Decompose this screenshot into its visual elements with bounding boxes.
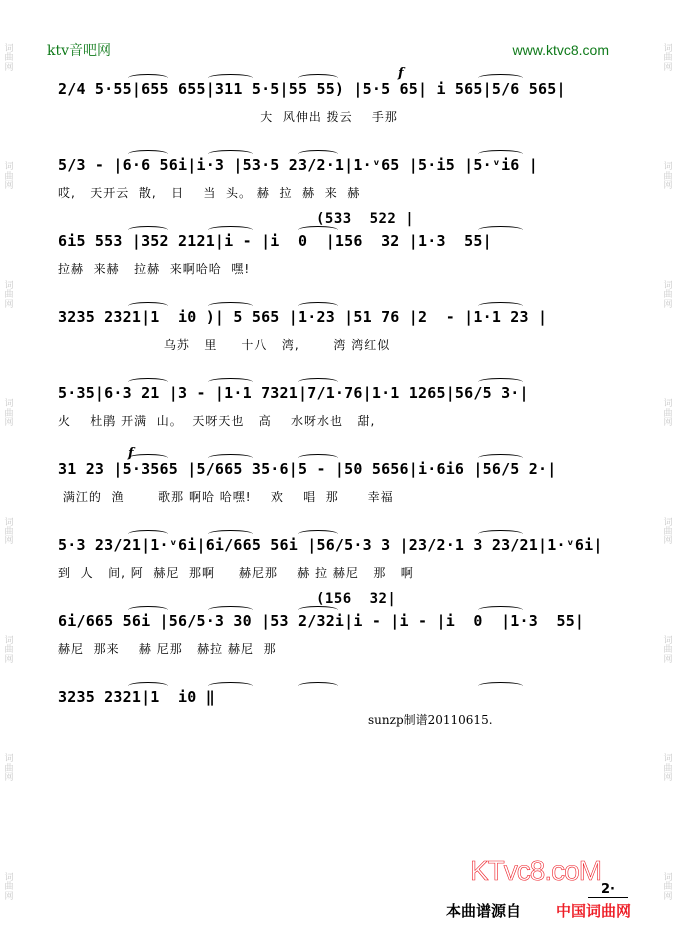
- lyrics-line: 哎, 天开云 散, 日 当 头。 赫 拉 赫 来 赫: [58, 186, 361, 200]
- slur-mark: [478, 530, 523, 538]
- slur-mark: [298, 682, 338, 690]
- slur-mark: [298, 454, 338, 462]
- slur-mark: [208, 454, 253, 462]
- watermark-char: 词: [663, 517, 673, 528]
- watermark-char: 词: [4, 162, 14, 173]
- watermark-char: 网: [663, 181, 673, 192]
- watermark-mark: [663, 163, 672, 191]
- watermark-mark: [4, 163, 13, 191]
- watermark-mark: [663, 282, 672, 310]
- slur-mark: [298, 530, 338, 538]
- slur-mark: [298, 226, 338, 234]
- watermark-mark: [663, 874, 672, 902]
- left-watermark-strip: [2, 0, 16, 947]
- watermark-char: 网: [4, 891, 14, 902]
- dynamic-marking: f: [128, 446, 134, 461]
- watermark-mark: [4, 45, 13, 73]
- notation-line: 5·3 23/21|1·ᵛ6i|6i/665 56i |56/5·3 3 |23/2·1 3 23/21|1·ᵛ6i|: [58, 536, 603, 554]
- watermark-char: 网: [663, 654, 673, 665]
- watermark-char: 网: [663, 62, 673, 73]
- watermark-char: 词: [663, 754, 673, 765]
- watermark-mark: [4, 400, 13, 428]
- watermark-char: 曲: [663, 171, 673, 182]
- watermark-char: 网: [663, 773, 673, 784]
- page-number: 2·: [588, 882, 628, 898]
- watermark-char: 网: [4, 654, 14, 665]
- dynamic-marking: f: [398, 66, 404, 81]
- slur-mark: [298, 606, 338, 614]
- watermark-char: 词: [4, 399, 14, 410]
- score-system: [58, 446, 614, 526]
- watermark-mark: [4, 755, 13, 783]
- slur-mark: [128, 606, 168, 614]
- lyrics-line: 拉赫 来赫 拉赫 来啊哈哈 嘿!: [58, 262, 251, 276]
- slur-mark: [298, 378, 338, 386]
- notation-line: 2/4 5·55|655 655|311 5·5|55 55) |5·5 65| i 565|5/6 565|: [58, 80, 566, 98]
- lyrics-line: 满江的 渔 歌那 啊哈 哈嘿! 欢 唱 那 幸福: [58, 490, 394, 504]
- watermark-char: 网: [4, 62, 14, 73]
- bracket-notes: (156 32|: [316, 591, 397, 607]
- watermark-char: 词: [663, 635, 673, 646]
- score-system: [58, 678, 614, 754]
- site-name-header: ktv音吧网: [47, 43, 112, 59]
- slur-mark: [478, 150, 523, 158]
- watermark-char: 网: [663, 536, 673, 547]
- lyrics-line: 火 杜鹃 开满 山。 天呀天也 高 水呀水也 甜,: [58, 414, 376, 428]
- watermark-mark: [663, 400, 672, 428]
- notation-line: 6i5 553 |352 2121|i - |i 0 |156 32 |1·3 55|: [58, 232, 492, 250]
- slur-mark: [128, 530, 168, 538]
- slur-mark: [128, 226, 168, 234]
- slur-mark: [128, 302, 168, 310]
- watermark-char: 网: [663, 891, 673, 902]
- footer-source-label: 本曲谱源自: [446, 902, 522, 920]
- footer-brand: 中国词曲网: [556, 902, 632, 920]
- watermark-char: 网: [4, 299, 14, 310]
- slur-mark: [478, 606, 523, 614]
- watermark-char: 曲: [4, 526, 14, 537]
- slur-mark: [478, 454, 523, 462]
- watermark-char: 曲: [663, 408, 673, 419]
- slur-mark: [478, 302, 523, 310]
- notation-line: 3235 2321|1 i0 )| 5 565 |1·23 |51 76 |2 - |1·1 23 |: [58, 308, 548, 326]
- notation-line: 31 23 |5·3565 |5/665 35·6|5 - |50 5656|i·6i6 |56/5 2·|: [58, 460, 557, 478]
- notation-line: 5/3 - |6·6 56i|i·3 |53·5 23/2·1|1·ᵛ65 |5·i5 |5·ᵛi6 |: [58, 156, 538, 174]
- watermark-mark: [4, 282, 13, 310]
- slur-mark: [208, 74, 253, 82]
- score-system: [58, 591, 614, 678]
- site-url-header: www.ktvc8.com: [512, 42, 609, 58]
- watermark-char: 曲: [4, 53, 14, 64]
- lyrics-line: 赫尼 那来 赫 尼那 赫拉 赫尼 那: [58, 642, 277, 656]
- notation-line: 3235 2321|1 i0 ‖: [58, 688, 215, 706]
- watermark-char: 词: [4, 872, 14, 883]
- watermark-char: 词: [663, 162, 673, 173]
- watermark-char: 网: [663, 299, 673, 310]
- footer-logo: KTvc8.coM: [470, 855, 602, 886]
- watermark-char: 网: [4, 181, 14, 192]
- slur-mark: [208, 682, 253, 690]
- watermark-mark: [4, 519, 13, 547]
- slur-mark: [208, 302, 253, 310]
- right-watermark-strip: [661, 0, 675, 947]
- watermark-mark: [663, 755, 672, 783]
- watermark-mark: [4, 637, 13, 665]
- bracket-notes: (533 522 |: [316, 211, 415, 227]
- watermark-char: 词: [4, 517, 14, 528]
- slur-mark: [128, 378, 168, 386]
- score-system: [58, 211, 614, 298]
- watermark-char: 词: [4, 754, 14, 765]
- slur-mark: [478, 74, 523, 82]
- lyrics-line: 大 风伸出 拨云 手那: [58, 110, 398, 124]
- notation-line: 5·35|6·3 21 |3 - |1·1 7321|7/1·76|1·1 1265|56/5 3·|: [58, 384, 529, 402]
- watermark-char: 曲: [663, 526, 673, 537]
- watermark-char: 网: [4, 773, 14, 784]
- watermark-char: 词: [663, 399, 673, 410]
- watermark-char: 网: [4, 418, 14, 429]
- score-system: [58, 66, 614, 146]
- lyrics-line: 到 人 间, 阿 赫尼 那啊 赫尼那 赫 拉 赫尼 那 啊: [58, 566, 414, 580]
- watermark-char: 词: [663, 44, 673, 55]
- lyrics-line: 乌苏 里 十八 湾, 湾 湾红似: [58, 338, 391, 352]
- watermark-mark: [663, 45, 672, 73]
- slur-mark: [208, 226, 253, 234]
- watermark-char: 词: [663, 280, 673, 291]
- watermark-mark: [663, 519, 672, 547]
- watermark-char: 词: [4, 280, 14, 291]
- slur-mark: [298, 302, 338, 310]
- slur-mark: [478, 378, 523, 386]
- watermark-char: 曲: [663, 53, 673, 64]
- score-system: [58, 374, 614, 450]
- slur-mark: [208, 606, 253, 614]
- watermark-char: 曲: [4, 882, 14, 893]
- slur-mark: [478, 226, 523, 234]
- slur-mark: [128, 454, 168, 462]
- watermark-char: 曲: [4, 171, 14, 182]
- watermark-char: 曲: [4, 290, 14, 301]
- watermark-char: 曲: [4, 763, 14, 774]
- watermark-char: 词: [663, 872, 673, 883]
- slur-mark: [128, 150, 168, 158]
- watermark-char: 词: [4, 635, 14, 646]
- slur-mark: [208, 378, 253, 386]
- watermark-char: 网: [4, 536, 14, 547]
- slur-mark: [298, 150, 338, 158]
- watermark-char: 曲: [4, 645, 14, 656]
- slur-mark: [128, 74, 168, 82]
- watermark-mark: [4, 874, 13, 902]
- notation-line: 6i/665 56i |56/5·3 30 |53 2/32i|i - |i - |i 0 |1·3 55|: [58, 612, 585, 630]
- slur-mark: [478, 682, 523, 690]
- slur-mark: [128, 682, 168, 690]
- watermark-char: 曲: [4, 408, 14, 419]
- watermark-char: 词: [4, 44, 14, 55]
- watermark-char: 曲: [663, 645, 673, 656]
- watermark-char: 曲: [663, 882, 673, 893]
- score-system: [58, 298, 614, 374]
- watermark-char: 曲: [663, 763, 673, 774]
- slur-mark: [208, 530, 253, 538]
- transcriber-credit: sunzp制谱20110615.: [368, 713, 493, 727]
- watermark-mark: [663, 637, 672, 665]
- watermark-char: 网: [663, 418, 673, 429]
- slur-mark: [298, 74, 338, 82]
- score-body: [58, 66, 614, 754]
- slur-mark: [208, 150, 253, 158]
- watermark-char: 曲: [663, 290, 673, 301]
